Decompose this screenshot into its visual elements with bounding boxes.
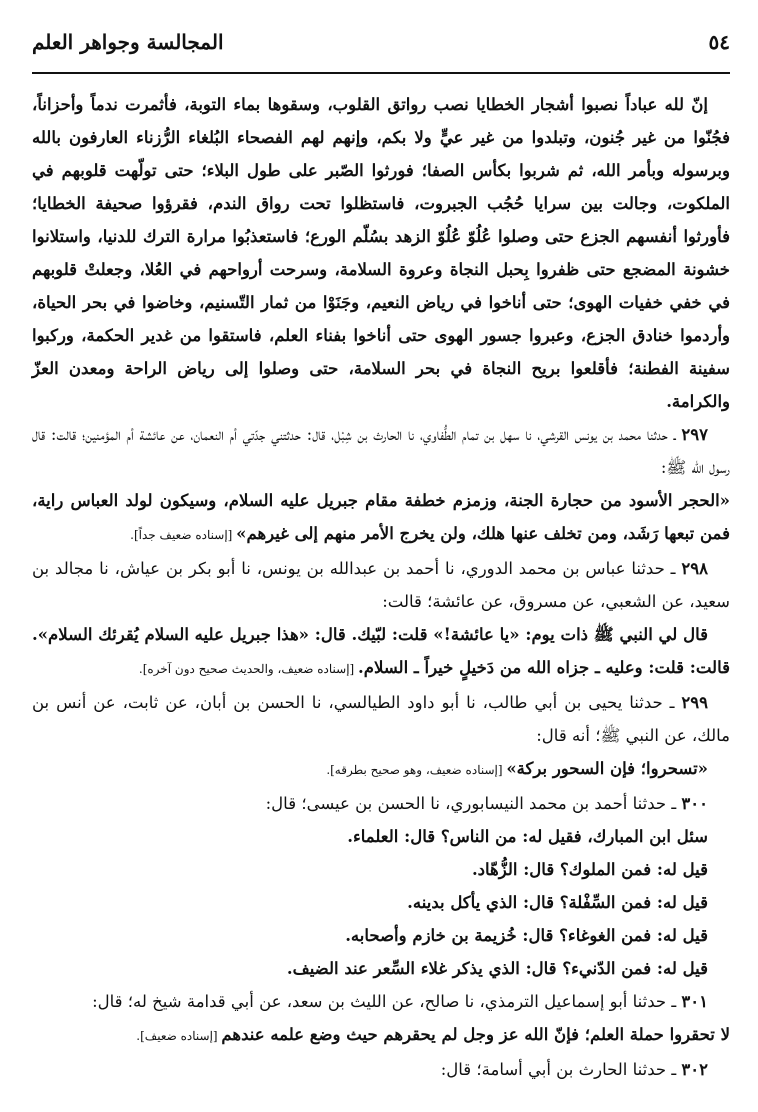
hadith-number: ٢٩٩ xyxy=(681,693,708,712)
paragraph-text: ـ حدثنا محمد بن يونس القرشي، نا سهل بن تمام الطُّفاوي، نا الحارث بن شِبْل، قال: حدثتني جدّتي أم النعمان، عن عائشة أم المؤمنين؛ قالت: قال رسول الله ﷺ: xyxy=(32,425,730,477)
paragraph-text: قيل له: فمن الغوغاء؟ قال: خُزيمة بن خازم وأصحابه. xyxy=(345,926,708,945)
paragraph-text: سئل ابن المبارك، فقيل له: من الناس؟ قال: العلماء. xyxy=(347,827,708,846)
hadith-paragraph xyxy=(32,985,730,1018)
hadith-number: ٢٩٨ xyxy=(681,559,708,578)
header-rule xyxy=(32,72,730,74)
page-body xyxy=(32,88,730,1086)
paragraph-text: قال لي النبي ﷺ ذات يوم: «يا عائشة!» قلت: لبّيك. قال: «هذا جبريل عليه السلام يُقرئك السلام». قالت: قلت: وعليه ـ جزاه الله من دَخيلٍ خيراً ـ السلام. xyxy=(32,625,730,677)
text-paragraph xyxy=(32,820,730,853)
paragraph-text: ـ حدثنا عباس بن محمد الدوري، نا أحمد بن عبدالله بن يونس، نا أبو بكر بن عياش، نا مجالد بن سعيد، عن الشعبي، عن مسروق، عن عائشة؛ قالت: xyxy=(32,559,730,611)
hadith-number: ٣٠٢ xyxy=(681,1060,708,1079)
isnad-grading-note: [إسناده ضعيف، وهو صحيح بطرقه]. xyxy=(326,763,507,777)
paragraph-text: ـ حدثنا يحيى بن أبي طالب، نا أبو داود الطيالسي، نا الحسن بن أبان، عن ثابت، عن أنس بن مالك، عن النبي ﷺ؛ أنه قال: xyxy=(32,693,730,745)
hadith-number: ٢٩٧ xyxy=(681,425,708,444)
paragraph-text: ـ حدثنا الحارث بن أبي أسامة؛ قال: xyxy=(440,1060,682,1079)
text-paragraph xyxy=(32,484,730,552)
paragraph-text: إنّ لله عباداً نصبوا أشجار الخطايا نصب رواتق القلوب، وسقوها بماء التوبة، فأثمرت ندماً وأحزاناً، فجُنّوا من غير جُنون، وتبلدوا من غير عيٍّ ولا بكم، وإنهم لهم الفصحاء البُلغاء الرُّزناء العارفون بالله وبرسوله وبأمر الله، ثم شربوا بكأس الصفا؛ فورثوا الصّبر على طول البلاء؛ حتى تولّهت قلوبهم في الملكوت، وجالت بين سرايا حُجُب الجبروت، فاستظلوا تحت رواق الندم، فقرؤوا صحيفة الخطايا؛ فأورثوا أنفسهم الجزع حتى وصلوا عُلُوّ عُلُوّ الزهد بسُلّم الورع؛ فاستعذبُوا مرارة الترك للدنيا، واستلانوا خشونة المضجع حتى ظفروا بِحبل النجاة وعروة السلامة، وسرحت أرواحهم في العُلا، وجعلتْ قلوبهم في خفي خفيات الهوى؛ حتى أناخوا في رياض النعيم، وجَنَوْا من ثمار التّسنيم، وخاضوا في بحر الحياة، وأردموا خنادق الجزع، وعبروا جسور الهوى حتى أناخوا بفناء العلم، فاستقوا من غدير الحكمة، وركبوا سفينة الفطنة؛ فأقلعوا بريح النجاة في بحر السلامة، حتى وصلوا إلى رياض الراحة ومعدن العزّ والكرامة. xyxy=(32,95,730,411)
paragraph-text: «تسحروا؛ فإن السحور بركة» xyxy=(506,759,708,778)
text-paragraph xyxy=(32,88,730,418)
hadith-number: ٣٠١ xyxy=(681,992,708,1011)
text-paragraph xyxy=(32,618,730,686)
hadith-paragraph xyxy=(32,787,730,820)
paragraph-text: قيل له: فمن الملوك؟ قال: الزُّهّاد. xyxy=(471,860,708,879)
running-title: المجالسة وجواهر العلم xyxy=(32,30,224,54)
text-paragraph xyxy=(32,1018,730,1053)
text-paragraph xyxy=(32,752,730,787)
paragraph-text: ـ حدثنا أحمد بن محمد النيسابوري، نا الحسن بن عيسى؛ قال: xyxy=(265,794,682,813)
hadith-paragraph xyxy=(32,552,730,618)
paragraph-text: لا تحقروا حملة العلم؛ فإنّ الله عز وجل لم يحقرهم حيث وضع علمه عندهم xyxy=(221,1025,730,1044)
paragraph-text: قيل له: فمن السِّفْلة؟ قال: الذي يأكل بدينه. xyxy=(407,893,708,912)
hadith-number: ٣٠٠ xyxy=(681,794,708,813)
text-paragraph xyxy=(32,919,730,952)
text-paragraph xyxy=(32,853,730,886)
page-header xyxy=(32,30,730,64)
isnad-grading-note: [إسناده ضعيف جداً]. xyxy=(130,528,237,542)
paragraph-text: «الحجر الأسود من حجارة الجنة، وزمزم خطفة مقام جبريل عليه السلام، وسيكون لولد العباس راية، فمن تبعها رَشَد، ومن تخلف عنها هلك، ولن يخرج الأمر منهم إلى غيرهم» xyxy=(32,491,730,543)
isnad-grading-note: [إسناده ضعيف]. xyxy=(136,1029,222,1043)
text-paragraph xyxy=(32,952,730,985)
paragraph-text: ـ حدثنا أبو إسماعيل الترمذي، نا صالح، عن الليث بن سعد، عن أبي قدامة شيخ له؛ قال: xyxy=(92,992,682,1011)
hadith-paragraph xyxy=(32,686,730,752)
paragraph-text: قيل له: فمن الدّنيء؟ قال: الذي يذكر غلاء السِّعر عند الضيف. xyxy=(286,959,708,978)
page-number: ٥٤ xyxy=(708,30,730,54)
isnad-grading-note: [إسناده ضعيف، والحديث صحيح دون آخره]. xyxy=(138,662,359,676)
hadith-paragraph xyxy=(32,1053,730,1086)
text-paragraph xyxy=(32,886,730,919)
hadith-paragraph xyxy=(32,418,730,484)
